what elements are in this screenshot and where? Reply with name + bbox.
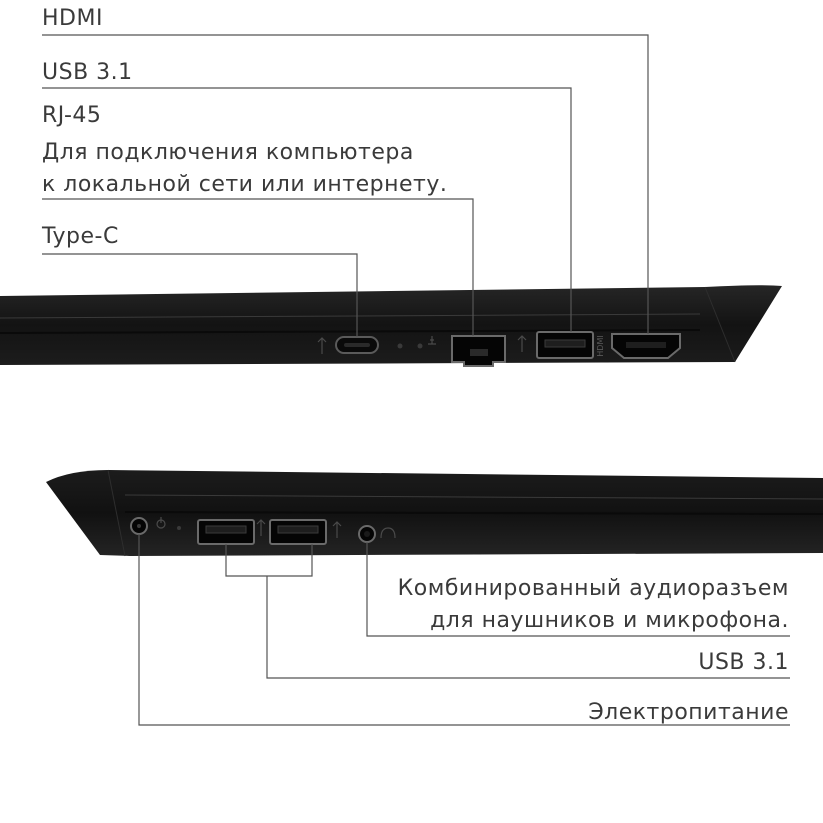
bottom-callout-lines [139, 534, 790, 725]
label-hdmi: HDMI [42, 6, 103, 31]
usb-port-right [537, 332, 593, 358]
hdmi-logo: HDMI [596, 335, 605, 357]
rj45-port [452, 336, 505, 366]
laptop-left-side [46, 470, 823, 556]
callout-audio [367, 542, 790, 636]
power-port [131, 518, 147, 534]
callout-usb-bottom [226, 544, 790, 678]
label-usb-bottom: USB 3.1 [698, 650, 789, 675]
status-led-2 [418, 344, 423, 349]
label-power: Электропитание [588, 700, 789, 725]
label-rj45-desc-2: к локальной сети или интернету. [42, 172, 448, 197]
label-rj45-desc-1: Для подключения компьютера [42, 140, 414, 165]
usb-port-left-1 [198, 520, 254, 544]
typec-port [336, 337, 378, 353]
audio-jack [359, 526, 375, 542]
callout-power [139, 534, 790, 725]
label-usb-top: USB 3.1 [42, 60, 133, 85]
label-typec: Type-C [42, 224, 119, 249]
label-audio-1: Комбинированный аудиоразъем [397, 576, 789, 601]
hdmi-port [612, 334, 680, 358]
label-audio-2: для наушников и микрофона. [430, 608, 789, 633]
label-rj45: RJ-45 [42, 103, 102, 128]
power-led [177, 526, 181, 530]
status-led-1 [398, 344, 403, 349]
usb-port-left-2 [270, 520, 326, 544]
